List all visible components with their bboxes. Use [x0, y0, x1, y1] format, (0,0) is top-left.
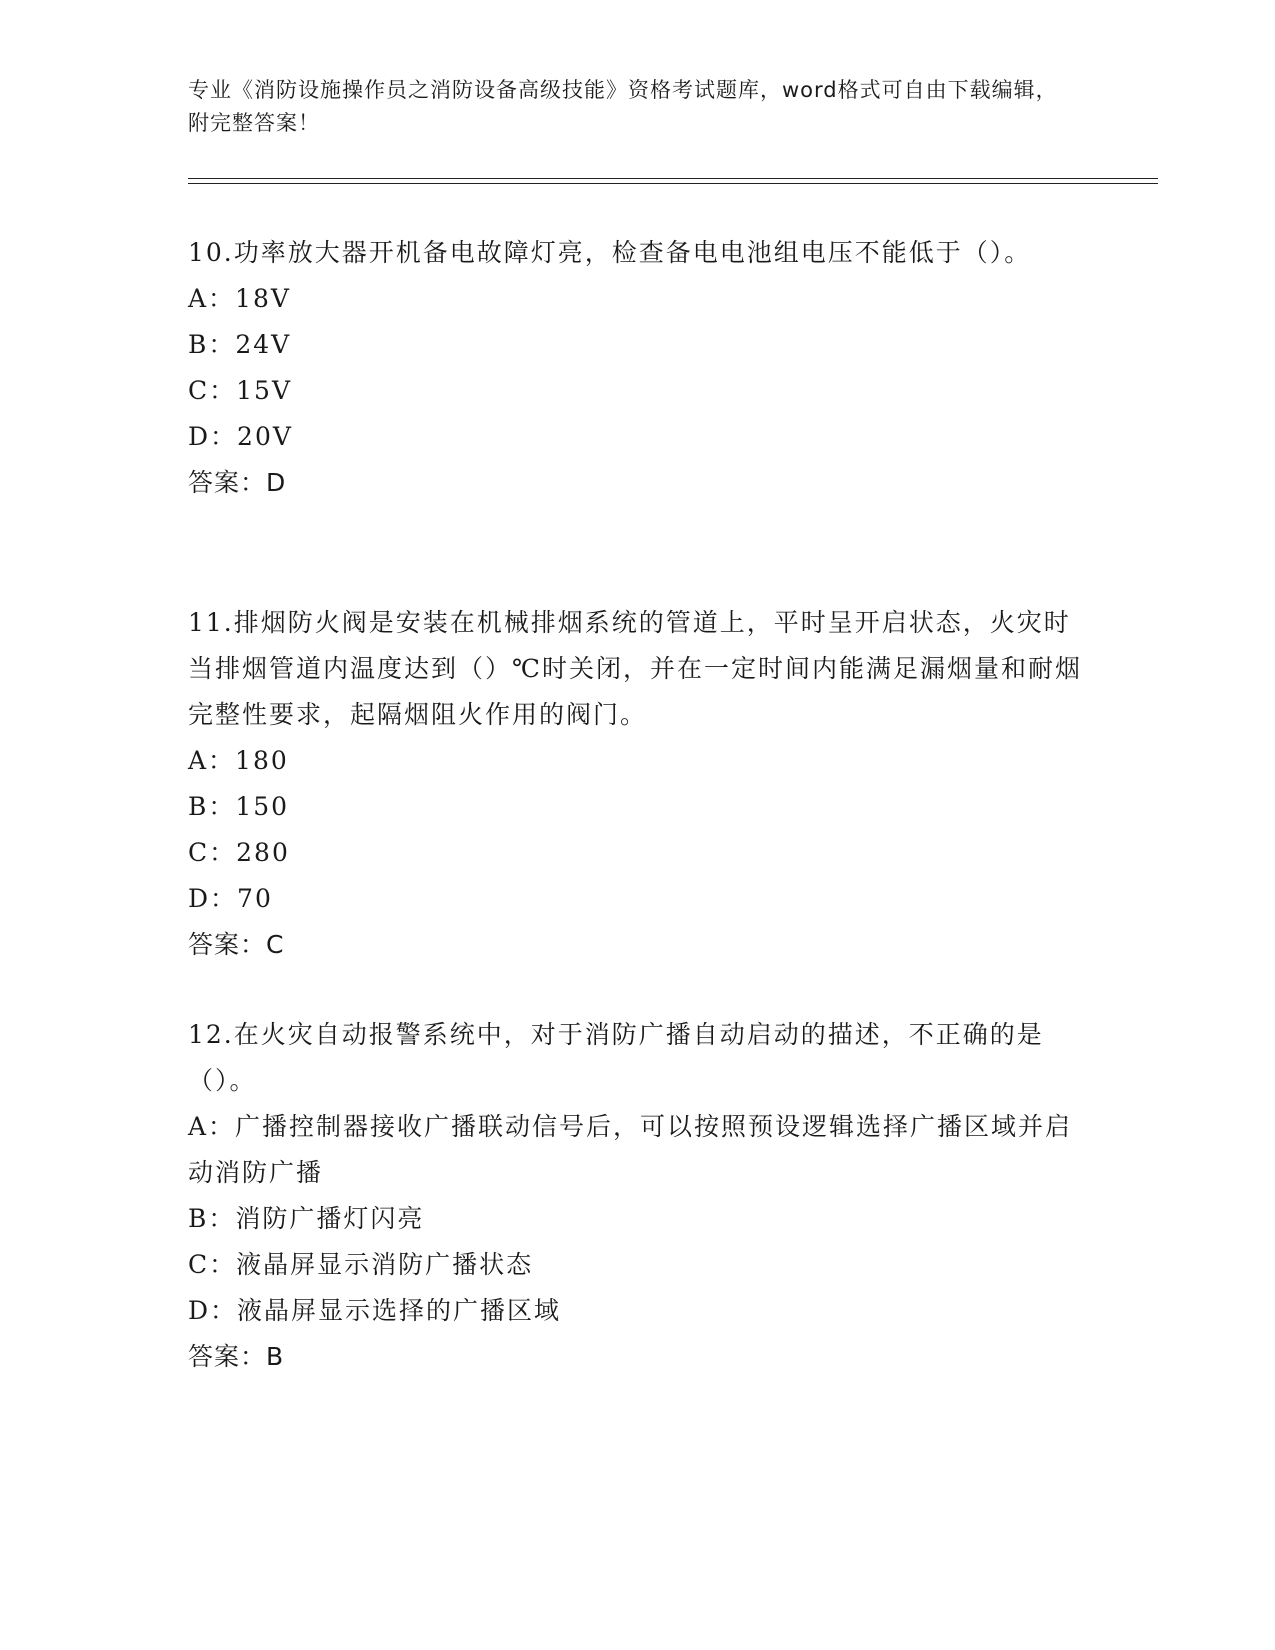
question-stem: 10.功率放大器开机备电故障灯亮，检查备电电池组电压不能低于（）。 [188, 238, 1032, 267]
option-a: A：18V [188, 284, 291, 313]
header-divider-bottom [188, 183, 1158, 184]
option-d: D：20V [188, 422, 293, 451]
option-a: A：180 [188, 746, 289, 775]
option-c: C：280 [188, 838, 290, 867]
option-c: C：15V [188, 376, 292, 405]
answer: 答案：B [188, 1342, 285, 1371]
option-d: D：液晶屏显示选择的广播区域 [188, 1296, 562, 1325]
answer: 答案：C [188, 930, 285, 959]
question-stem: 12.在火灾自动报警系统中，对于消防广播自动启动的描述，不正确的是（）。 [188, 1020, 1044, 1095]
option-b: B：150 [188, 792, 290, 821]
question-10 [188, 230, 1088, 506]
answer: 答案：D [188, 468, 287, 497]
option-a: A：广播控制器接收广播联动信号后，可以按照预设逻辑选择广播区域并启动消防广播 [188, 1112, 1073, 1187]
option-c: C：液晶屏显示消防广播状态 [188, 1250, 534, 1279]
question-11 [188, 600, 1088, 968]
question-stem: 11.排烟防火阀是安装在机械排烟系统的管道上，平时呈开启状态，火灾时当排烟管道内温度达到（）℃时关闭，并在一定时间内能满足漏烟量和耐烟完整性要求，起隔烟阻火作用的阀门。 [188, 608, 1082, 729]
header-divider-top [188, 178, 1158, 179]
option-b: B：24V [188, 330, 292, 359]
option-d: D：70 [188, 884, 273, 913]
question-12 [188, 1012, 1088, 1380]
document-header: 专业《消防设施操作员之消防设备高级技能》资格考试题库，word格式可自由下载编辑，附完整答案！ [188, 78, 1058, 135]
option-b: B：消防广播灯闪亮 [188, 1204, 425, 1233]
